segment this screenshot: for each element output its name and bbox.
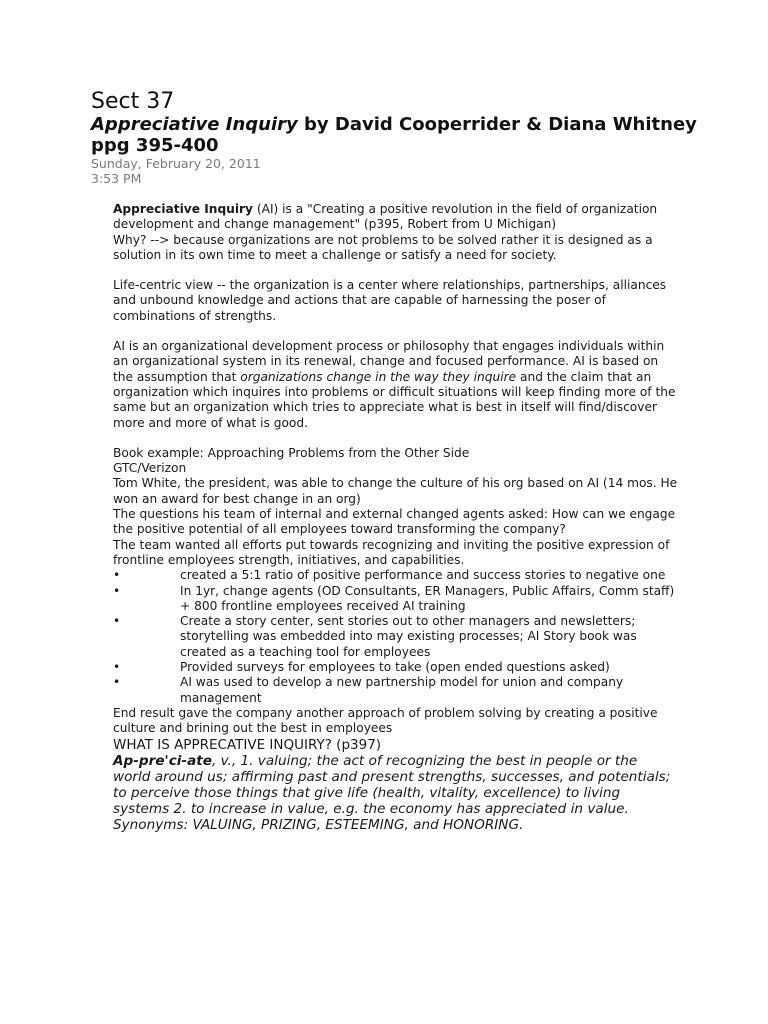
example-line: The team wanted all efforts put towards recognizing and inviting the positive expression of frontline employees strength, initiatives, and capabilities. xyxy=(113,537,670,567)
example-heading: Book example: Approaching Problems from the Other Side xyxy=(113,445,470,460)
intro-term: Appreciative Inquiry xyxy=(113,202,253,216)
page-title xyxy=(91,114,711,156)
list-item-text: In 1yr, change agents (OD Consultants, ER Managers, Public Affairs, Comm staff) + 800 frontline employees received AI training xyxy=(180,583,675,613)
list-item xyxy=(113,614,678,660)
definition-text xyxy=(113,753,678,833)
bullet-icon: • xyxy=(113,660,121,675)
example-company: GTC/Verizon xyxy=(113,461,187,476)
example-line: The questions his team of internal and external changed agents asked: How can we engage the positive potential of all employees toward transforming the company? xyxy=(113,507,676,537)
list-item xyxy=(113,584,678,615)
section-title: Sect 37 xyxy=(91,89,175,114)
intro-why: Why? --> because organizations are not problems to be solved rather it is designed as a solution in its own time to meet a challenge or satisfy a need for society. xyxy=(113,232,653,262)
bullet-icon: • xyxy=(113,614,121,629)
bullet-icon: • xyxy=(113,583,121,598)
title-rest: by David Cooperrider & Diana Whitney ppg 395-400 xyxy=(91,114,697,156)
list-item xyxy=(113,568,678,583)
life-centric-paragraph: Life-centric view -- the organization is a center where relationships, partnerships, alliances and unbound knowledge and actions that are capable of harnessing the poser of combinations of strengths. xyxy=(113,278,667,323)
intro-paragraph xyxy=(113,202,678,233)
list-item xyxy=(113,660,678,675)
definition-body: , v., 1. valuing; the act of recognizing the best in people or the world around us; affirming past and present strengths, successes, and potentials; to perceive those things that give life (health, vitality, excellence) to living systems 2. to increase in value, e.g. the economy has appreciated in value. Synonyms: VALUING, PRIZING, ESTEEMING, and HONORING. xyxy=(113,752,671,833)
ai-def-italic: organizations change in the way they inquire xyxy=(240,369,517,384)
list-item-text: created a 5:1 ratio of positive performance and success stories to negative one xyxy=(180,568,666,583)
bullet-icon: • xyxy=(113,568,121,583)
example-line: Tom White, the president, was able to change the culture of his org based on AI (14 mos. He won an award for best change in an org) xyxy=(113,476,678,506)
ai-def-before: AI is an organizational development process or philosophy that engages individuals within an organizational system in its renewal, change and focused performance. AI is based on the assumption that xyxy=(113,339,665,384)
intro-text: (AI) is a "Creating a positive revolution in the field of organization development and change management" (p395, Robert from U Michigan) xyxy=(113,202,658,232)
title-italic: Appreciative Inquiry xyxy=(91,114,298,135)
definition-heading: WHAT IS APPRECATIVE INQUIRY? (p397) xyxy=(113,736,382,753)
bullet-icon: • xyxy=(113,675,121,690)
note-body xyxy=(113,202,678,833)
list-item-text: Create a story center, sent stories out to other managers and newsletters; storytelling was embedded into may existing processes; AI Story book was created as a teaching tool for employees xyxy=(180,614,637,659)
ai-def-after: and the claim that an organization which inquires into problems or difficult situations will keep finding more of the same but an organization which tries to appreciate what is best in itself will find/discover more and more of what is good. xyxy=(113,369,676,430)
ai-definition-paragraph xyxy=(113,339,678,431)
list-item-text: AI was used to develop a new partnership model for union and company management xyxy=(180,675,624,705)
list-item xyxy=(113,675,678,706)
definition-word: Ap-pre'ci-ate xyxy=(113,752,212,769)
end-result: End result gave the company another approach of problem solving by creating a positive culture and brining out the best in employees xyxy=(113,705,658,736)
note-date: Sunday, February 20, 2011 xyxy=(91,156,261,171)
note-time: 3:53 PM xyxy=(91,171,142,186)
note-timestamp xyxy=(91,156,261,186)
list-item-text: Provided surveys for employees to take (open ended questions asked) xyxy=(180,660,610,675)
